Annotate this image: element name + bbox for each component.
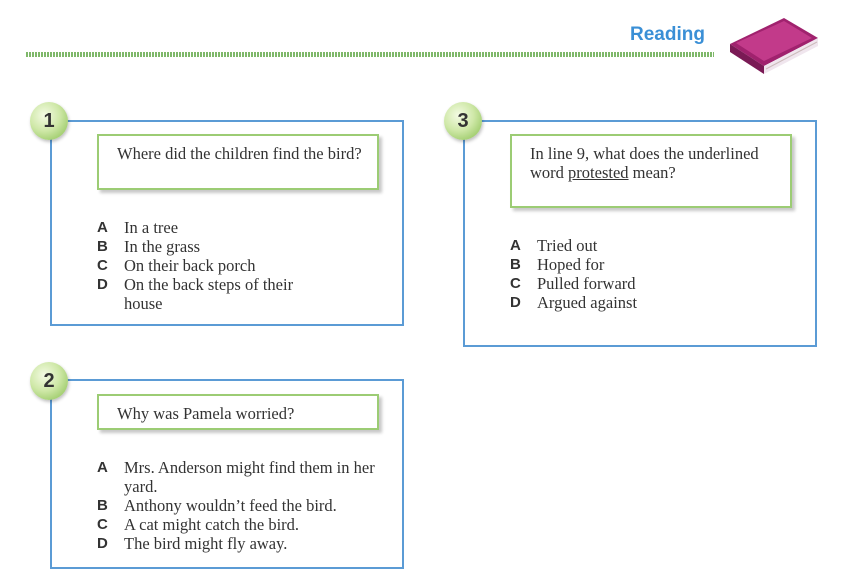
question-3-choices	[510, 236, 800, 312]
choice-1d[interactable]: D On the back steps of their house	[97, 275, 294, 313]
choice-1b[interactable]: B In the grass	[97, 237, 201, 256]
choice-3b[interactable]: B Hoped for	[510, 255, 605, 274]
question-1-prompt: Where did the children find the bird?	[97, 134, 379, 190]
choice-2c[interactable]: C A cat might catch the bird.	[97, 515, 300, 534]
choice-2d[interactable]: D The bird might fly away.	[97, 534, 288, 553]
choice-3d[interactable]: D Argued against	[510, 293, 638, 312]
choice-2a[interactable]: A Mrs. Anderson might find them in her yard.	[97, 458, 375, 496]
choice-2b[interactable]: B Anthony wouldn’t feed the bird.	[97, 496, 337, 515]
question-2-choices	[97, 458, 387, 553]
choice-1c[interactable]: C On their back porch	[97, 256, 256, 275]
choice-3c[interactable]: C Pulled forward	[510, 274, 636, 293]
book-icon	[722, 8, 822, 78]
question-3-prompt: In line 9, what does the underlined word protested mean?	[510, 134, 792, 208]
question-2-number: 2	[30, 362, 68, 400]
choice-3a[interactable]: A Tried out	[510, 236, 598, 255]
header-divider	[26, 52, 714, 57]
question-3-number: 3	[444, 102, 482, 140]
choice-1a[interactable]: A In a tree	[97, 218, 179, 237]
question-1-choices	[97, 218, 387, 313]
question-1-number: 1	[30, 102, 68, 140]
underlined-word: protested	[568, 163, 629, 182]
section-title: Reading	[630, 24, 705, 45]
question-2-prompt: Why was Pamela worried?	[97, 394, 379, 430]
